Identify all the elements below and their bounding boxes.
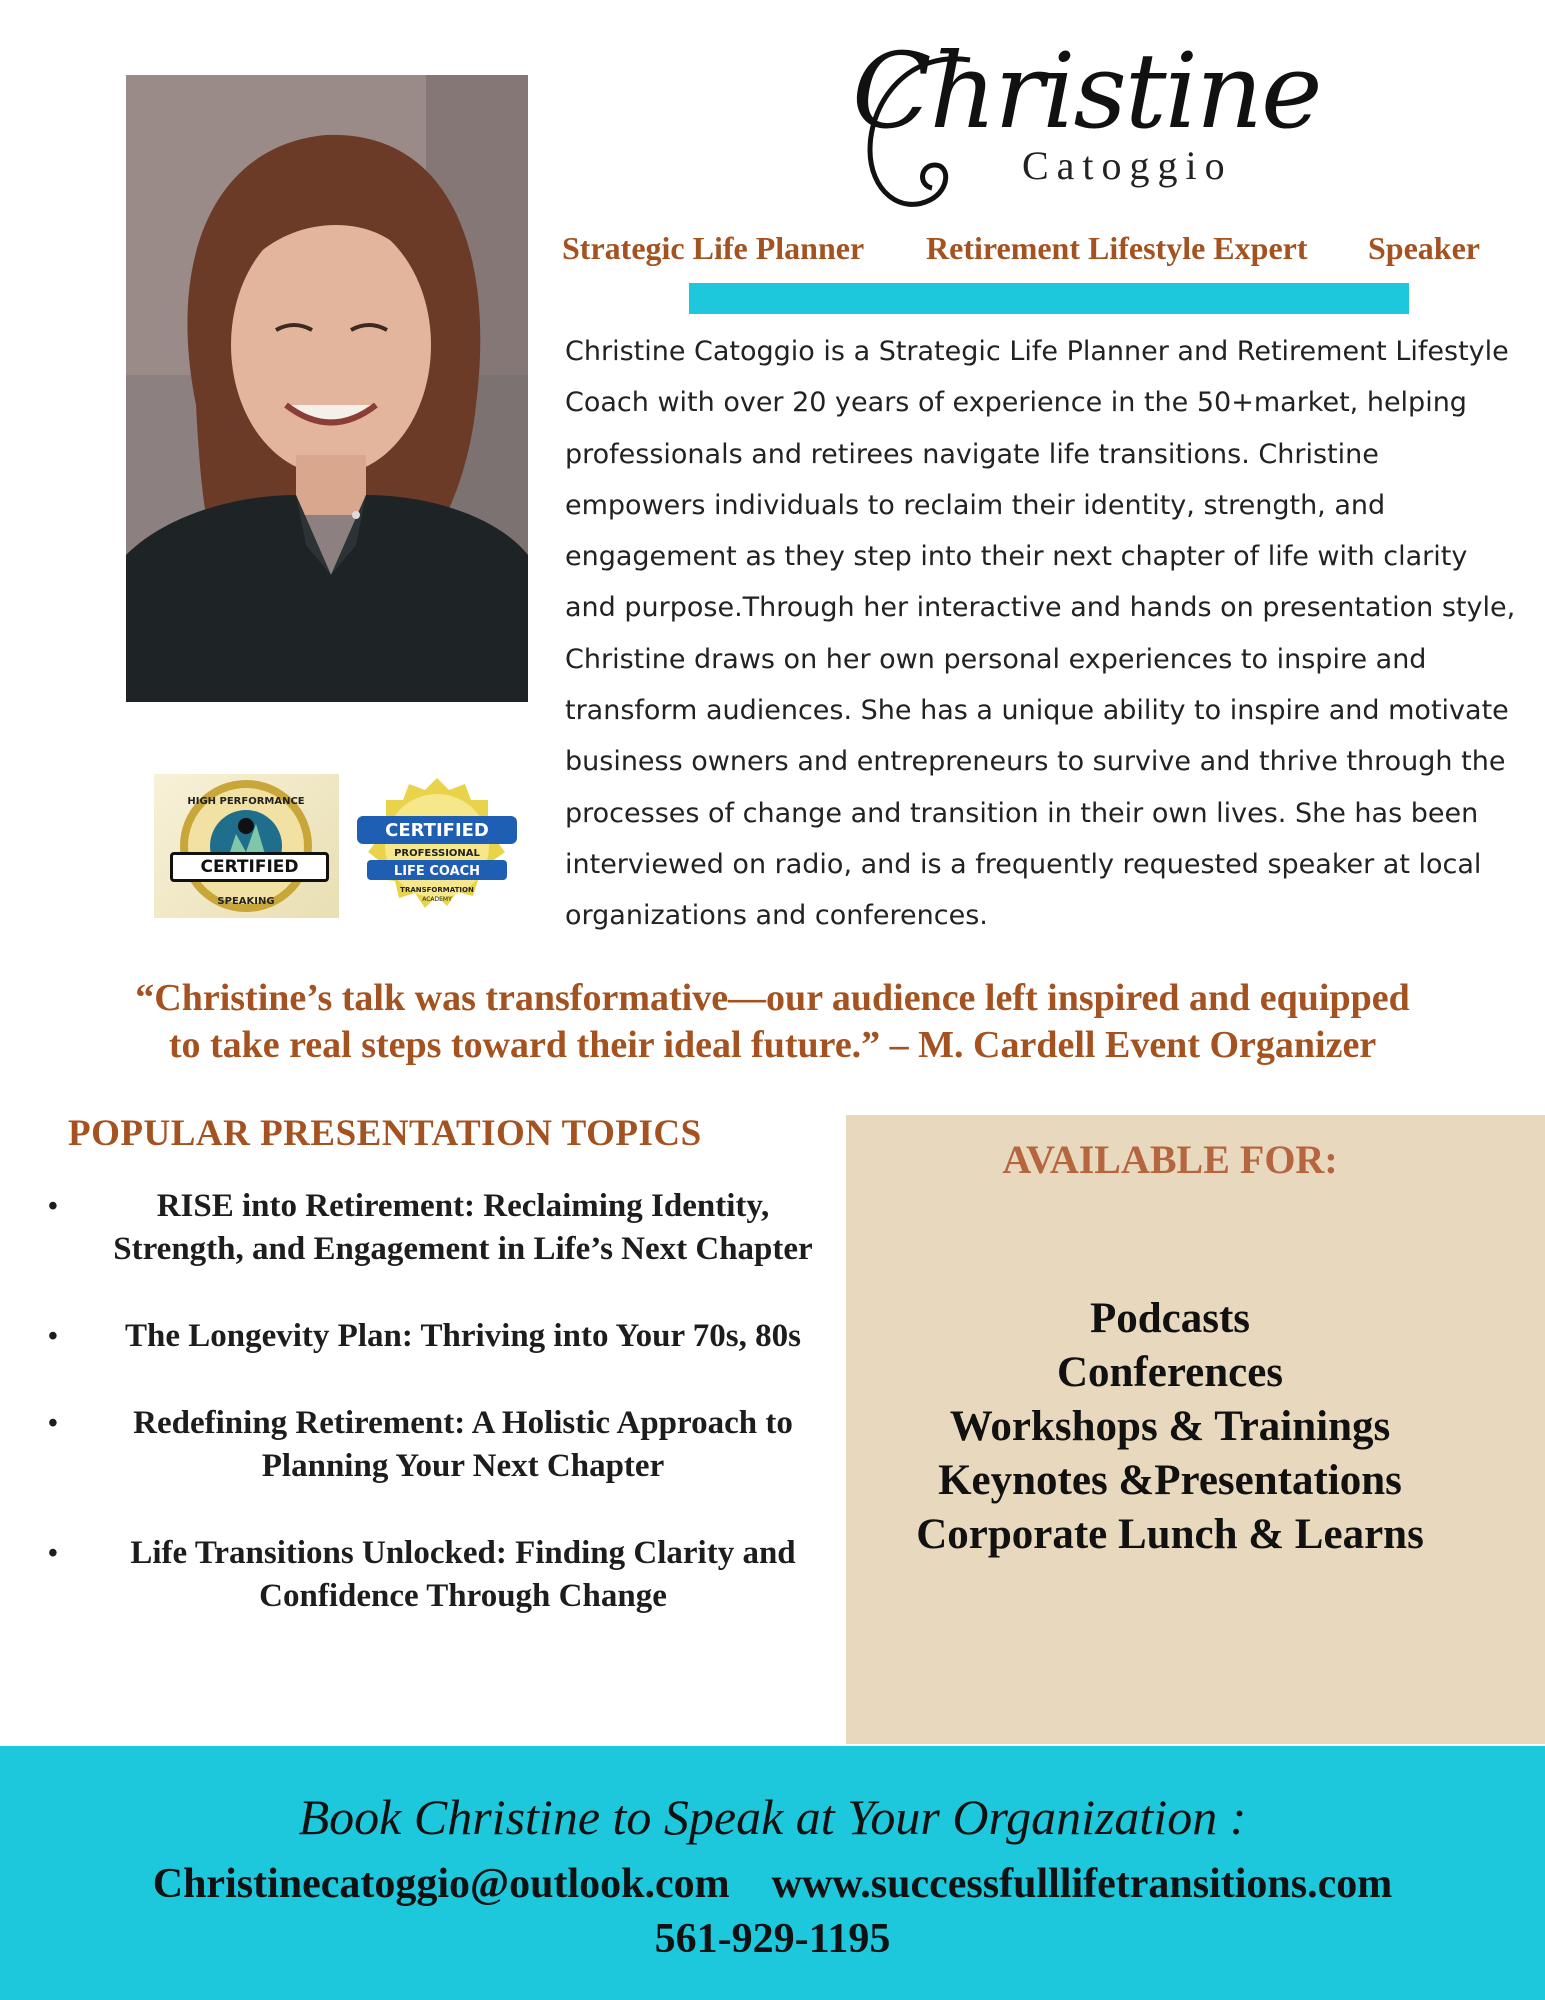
footer-contact-line [0,1860,1545,1908]
quote-line-1: “Christine’s talk was transformative—our audience left inspired and equipped [135,977,1410,1019]
list-item: Podcasts [1089,1295,1251,1342]
topics-list [40,1185,830,1662]
topic-text: Redefining Retirement: A Holistic Approach to Planning Your Next Chapter [133,1405,793,1484]
logo-surname: Catoggio [1022,143,1233,188]
footer-call-to-action: Book Christine to Speak at Your Organization : [298,1789,1247,1845]
email-link[interactable]: Christinecatoggio@outlook.com [152,1861,730,1907]
logo-script-name: Christine [852,30,1321,152]
list-item: Keynotes &Presentations [938,1457,1402,1504]
quote-line-2: to take real steps toward their ideal future.” – M. Cardell Event Organizer [168,1024,1377,1066]
list-item [40,1315,830,1358]
profile-photo [126,75,528,702]
badge2-academy-text: ACADEMY [422,896,452,903]
testimonial-quote [30,975,1515,1069]
certified-life-coach-badge [345,776,530,921]
available-list [846,1292,1494,1562]
badge2-transformation-text: TRANSFORMATION [400,886,474,894]
badge2-life-coach-text: LIFE COACH [393,864,481,879]
phone-number[interactable]: 561-929-1195 [654,1916,891,1962]
website-link[interactable]: www.successfulllifetransitions.com [771,1861,1393,1907]
topic-text: RISE into Retirement: Reclaiming Identity, Strength, and Engagement in Life’s Next Chapter [113,1188,813,1267]
badge2-professional-text: PROFESSIONAL [394,848,480,859]
badge1-top-text: HIGH PERFORMANCE [187,796,305,807]
list-item: Corporate Lunch & Learns [916,1511,1424,1558]
topics-heading: POPULAR PRESENTATION TOPICS [68,1113,702,1154]
list-item [40,1402,830,1488]
badge1-certified-label: CERTIFIED [170,852,329,882]
high-performance-speaking-badge [154,774,339,918]
bullet-icon: • [48,1321,58,1352]
tagline-speaker: Speaker [1368,230,1480,266]
tagline-retirement-lifestyle-expert: Retirement Lifestyle Expert [926,230,1308,266]
badge1-bottom-text: SPEAKING [217,896,275,907]
topic-text: Life Transitions Unlocked: Finding Clarity and Confidence Through Change [130,1535,796,1614]
topic-text: The Longevity Plan: Thriving into Your 70s, 80s [124,1318,801,1354]
available-heading: AVAILABLE FOR: [1002,1137,1338,1182]
list-item: Workshops & Trainings [949,1403,1391,1450]
bio-paragraph: Christine Catoggio is a Strategic Life Planner and Retirement Lifestyle Coach with over 20 years of experience in the 50+market, helping professionals and retirees navigate life transitions. Christine empowers individuals to reclaim their identity, strength, and engagement as they step into their next chapter of life with clarity and purpose.Through her interactive and hands on presentation style, Christine draws on her own personal experiences to inspire and transform audiences. She has a unique ability to inspire and motivate business owners and entrepreneurs to survive and thrive through the processes of change and transition in their own lives. She has been interviewed on radio, and is a frequently requested speaker at local organizations and conferences. [565,336,1516,932]
list-item [40,1532,830,1618]
list-item: Conferences [1056,1349,1284,1396]
accent-bar [689,283,1409,314]
bullet-icon: • [48,1538,58,1569]
tagline-strategic-life-planner: Strategic Life Planner [562,230,865,266]
list-item [40,1185,830,1271]
badge2-certified-text: CERTIFIED [385,820,489,841]
bullet-icon: • [48,1191,58,1222]
bullet-icon: • [48,1408,58,1439]
